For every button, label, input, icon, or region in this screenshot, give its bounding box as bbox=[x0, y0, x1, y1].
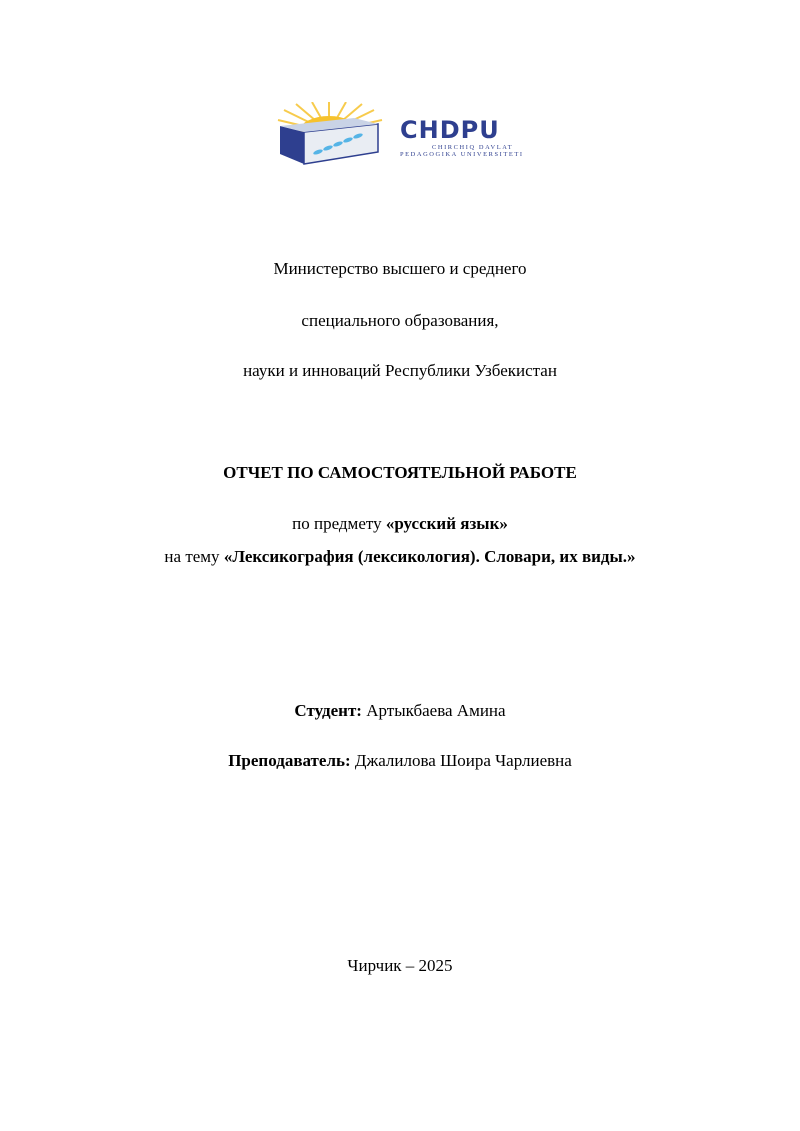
ministry-line-2: специального образования, bbox=[301, 311, 499, 330]
logo-subtitle-line1: CHIRCHIQ DAVLAT bbox=[432, 144, 514, 151]
teacher-label: Преподаватель: bbox=[228, 751, 351, 770]
subject-prefix: по предмету bbox=[292, 514, 386, 533]
student-line bbox=[0, 700, 800, 722]
report-title: ОТЧЕТ ПО САМОСТОЯТЕЛЬНОЙ РАБОТЕ bbox=[223, 463, 577, 482]
logo-wordmark: CHDPU bbox=[400, 116, 500, 144]
student-label: Студент: bbox=[294, 701, 362, 720]
topic-prefix: на тему bbox=[164, 547, 224, 566]
student-name: Артыкбаева Амина bbox=[361, 701, 506, 720]
subject-name: «русский язык» bbox=[385, 514, 508, 533]
logo-subtitle-line2: PEDAGOGIKA UNIVERSITETI bbox=[400, 151, 524, 158]
teacher-line bbox=[0, 750, 800, 772]
report-subject bbox=[0, 513, 800, 535]
ministry-line-3: науки и инноваций Республики Узбекистан bbox=[243, 361, 557, 380]
city-year: Чирчик – 2025 bbox=[347, 956, 453, 975]
teacher-name: Джалилова Шоира Чарлиевна bbox=[350, 751, 572, 770]
ministry-line-1: Министерство высшего и среднего bbox=[273, 259, 527, 278]
logo-emblem-icon bbox=[274, 102, 394, 168]
report-topic bbox=[0, 546, 800, 568]
university-logo bbox=[274, 102, 584, 168]
topic-name: «Лексикография (лексикология). Словари, их виды.» bbox=[223, 547, 636, 566]
